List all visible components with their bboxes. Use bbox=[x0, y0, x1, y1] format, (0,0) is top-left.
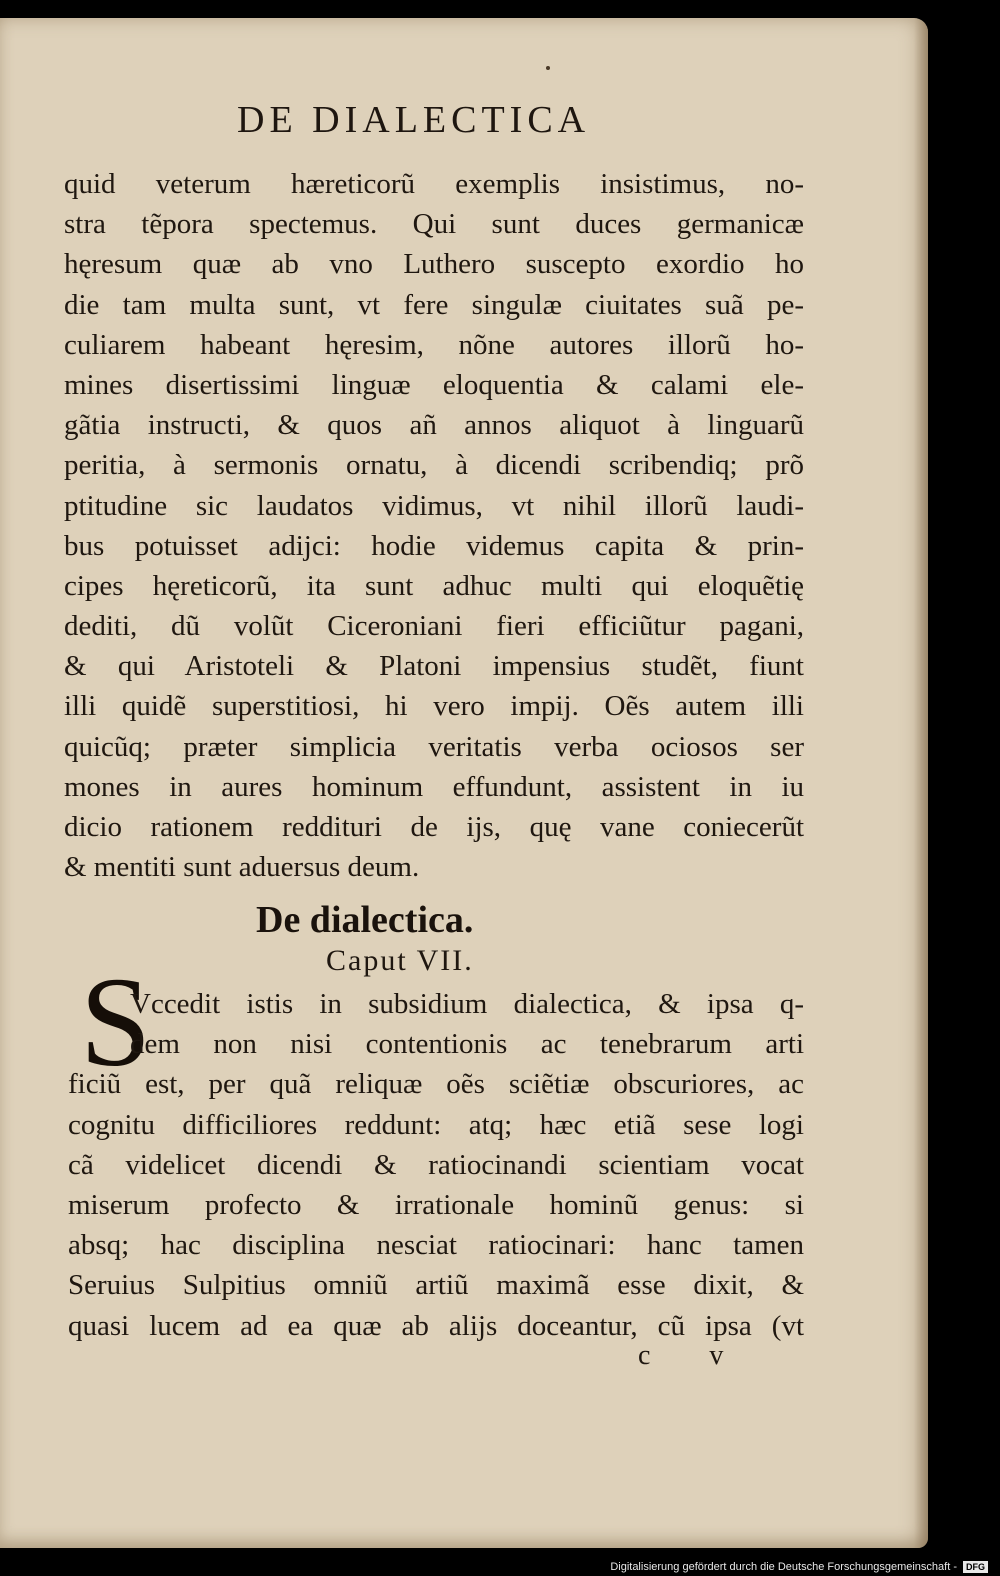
text-line: mones in aures hominum effundunt, assistent in iu bbox=[64, 770, 804, 803]
text-line: quicũq; præter simplicia veritatis verba ociosos ser bbox=[64, 730, 804, 763]
text-line: & mentiti sunt aduersus deum. bbox=[64, 851, 420, 884]
text-line: dem non nisi contentionis ac tenebrarum arti bbox=[130, 1028, 804, 1061]
text-line: hęresum quæ ab vno Luthero suscepto exordio ho bbox=[64, 248, 804, 281]
book-page bbox=[0, 18, 928, 1548]
text-line: absq; hac disciplina nesciat ratiocinari: hanc tamen bbox=[68, 1229, 804, 1262]
text-line: dediti, dũ volũt Ciceroniani fieri efficiũtur pagani, bbox=[64, 610, 804, 643]
body-text bbox=[64, 164, 804, 887]
chapter-title: De dialectica. bbox=[256, 899, 474, 941]
text-line: illi quidẽ superstitiosi, hi vero impij. Oẽs autem illi bbox=[64, 690, 804, 723]
dfg-logo: DFG bbox=[963, 1561, 988, 1573]
drop-cap-initial: S bbox=[80, 951, 152, 1093]
text-line: Vccedit istis in subsidium dialectica, & ipsa q- bbox=[130, 988, 804, 1020]
text-line: ficiũ est, per quã reliquæ oẽs sciẽtiæ obscuriores, ac bbox=[68, 1068, 804, 1101]
ink-dot bbox=[546, 66, 550, 70]
text-line: die tam multa sunt, vt fere singulæ ciuitates suã pe- bbox=[64, 288, 804, 321]
text-line: stra tẽpora spectemus. Qui sunt duces germanicæ bbox=[64, 208, 804, 241]
text-line: peritia, à sermonis ornatu, à dicendi scribendiq; prõ bbox=[64, 449, 804, 482]
text-line: cã videlicet dicendi & ratiocinandi scientiam vocat bbox=[68, 1148, 804, 1181]
text-line: dicio rationem reddituri de ijs, quę vane coniecerũt bbox=[64, 811, 804, 843]
chapter-text bbox=[68, 984, 804, 1346]
text-line: cipes hęreticorũ, ita sunt adhuc multi qui eloquẽtię bbox=[64, 569, 804, 602]
text-line: culiarem habeant hęresim, nõne autores illorũ ho- bbox=[64, 328, 804, 361]
digitization-footer bbox=[610, 1561, 988, 1573]
text-line: Seruius Sulpitius omniũ artiũ maximã esse dixit, & bbox=[68, 1269, 804, 1302]
text-line: mines disertissimi linguæ eloquentia & calami ele- bbox=[64, 368, 804, 401]
text-line: gãtia instructi, & quos añ annos aliquot à linguarũ bbox=[64, 409, 804, 442]
signature-mark: c v bbox=[638, 1340, 750, 1371]
chapter-number: Caput VII. bbox=[326, 944, 474, 977]
text-line: ptitudine sic laudatos vidimus, vt nihil illorũ laudi- bbox=[64, 489, 804, 522]
text-line: quasi lucem ad ea quæ ab alijs doceantur, cũ ipsa (vt bbox=[68, 1309, 804, 1342]
text-line: quid veterum hæreticorũ exemplis insistimus, no- bbox=[64, 168, 804, 200]
text-line: bus potuisset adijci: hodie videmus capita & prin- bbox=[64, 529, 804, 562]
text-line: cognitu difficiliores reddunt: atq; hæc etiã sese logi bbox=[68, 1108, 804, 1141]
text-line: miserum profecto & irrationale hominũ genus: si bbox=[68, 1188, 804, 1221]
text-line: & qui Aristoteli & Platoni impensius studẽt, fiunt bbox=[64, 650, 804, 683]
footer-text: Digitalisierung gefördert durch die Deutsche Forschungsgemeinschaft - bbox=[610, 1561, 957, 1573]
running-head: DE DIALECTICA bbox=[237, 99, 591, 141]
